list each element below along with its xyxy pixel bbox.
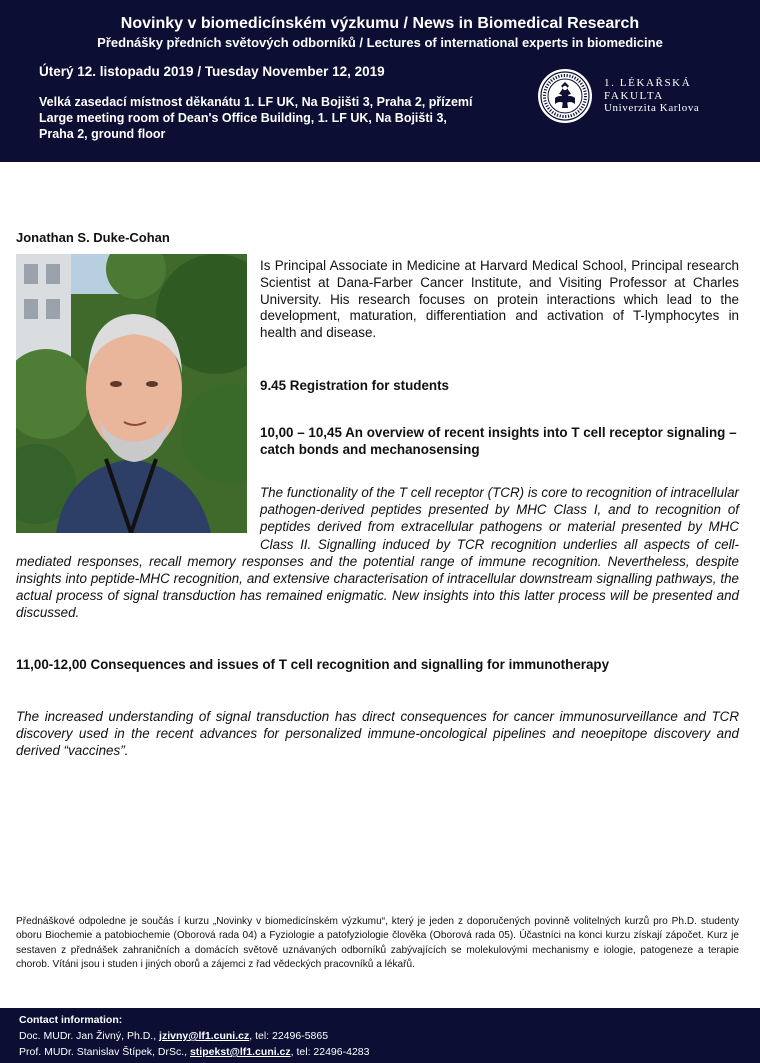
series-subtitle: Přednášky předních světových odborníků / Lectures of international experts in biomedicine [97, 35, 663, 50]
lecture1-abstract [16, 484, 739, 622]
contact-heading: Contact information: [19, 1014, 123, 1026]
lecture1-title: 10,00 – 10,45 An overview of recent insights into T cell receptor signaling – catch bonds and mechanosensing [260, 425, 737, 457]
logo-line: FAKULTA [604, 89, 664, 102]
speaker-name: Jonathan S. Duke-Cohan [16, 230, 170, 245]
contact-line-2 [19, 1046, 369, 1058]
contact-tel-1: , tel: 22496-5865 [249, 1030, 329, 1042]
series-title: Novinky v biomedicínském výzkumu / News in Biomedical Research [120, 15, 640, 32]
faculty-seal-icon [537, 68, 593, 124]
logo-line: 1. LÉKAŘSKÁ [604, 77, 692, 89]
contact-person-2: Prof. MUDr. Stanislav Štípek, DrSc., [19, 1046, 190, 1058]
header-banner [0, 0, 760, 162]
event-venue [39, 94, 519, 142]
email-link-2[interactable]: stipekst@lf1.cuni.cz [189, 1046, 291, 1058]
contact-line-1 [19, 1030, 328, 1042]
contact-footer [0, 1008, 760, 1063]
venue-line: Large meeting room of Dean's Office Building, 1. LF UK, Na Bojišti 3, [39, 111, 447, 125]
course-note: Přednáškové odpoledne je součás í kurzu „Novinky v biomedicínském výzkumu“, který je jeden z doporučených povinně volitelných kurzů pro Ph.D. studenty oboru Biochemie a patobiochemie (Oborová rada 04) a Fyziologie a patofyziologie člověka (Oborová rada 05). Účastníci na konci kurzu získají zápočet. Kurz je sestaven z přednášek zahraničních a domácích světově uznávaných odborníků zabývajících se molekulovými mechanismy e iologie, patogeneze a terapie chorob. Vítáni jsou i studen i jiných oborů a zájemci z řad vědeckých pracovníků a lékařů. [16, 916, 739, 970]
venue-line: Velká zasedací místnost děkanátu 1. LF UK, Na Bojišti 3, Praha 2, přízemí [39, 95, 473, 109]
email-link-1[interactable]: jzivny@lf1.cuni.cz [159, 1030, 250, 1042]
venue-line: Praha 2, ground floor [39, 127, 166, 141]
contact-person-1: Doc. MUDr. Jan Živný, Ph.D., [19, 1030, 160, 1042]
event-date: Úterý 12. listopadu 2019 / Tuesday November 12, 2019 [39, 64, 385, 79]
contact-tel-2: , tel: 22496-4283 [290, 1046, 370, 1058]
registration-time: 9.45 Registration for students [260, 378, 449, 393]
logo-line: Univerzita Karlova [604, 102, 700, 114]
faculty-logo-text [604, 77, 699, 115]
lecture2-title: 11,00-12,00 Consequences and issues of T cell recognition and signalling for immunotherapy [16, 657, 610, 672]
lecture1-abstract-text: The functionality of the T cell receptor (TCR) is core to recognition of intracellular pathogen-derived peptides presented by MHC Class I, and to recognition of peptides derived from extracellular pathogens or material presented by MHC Class II. Signalling induced by TCR recognition underlies all aspects of cell-mediated responses, recall memory responses and the potential range of immune recognition. Nevertheless, despite insights into peptide-MHC recognition, and extensive characterisation of intracellular downstream signalling pathways, the actual process of signal transduction has remained enigmatic. New insights into this latter process will be presented and discussed. [16, 485, 739, 621]
lecture2-abstract: The increased understanding of signal transduction has direct consequences for cancer immunosurveillance and TCR discovery used in the recent advances for personalized immune-oncological pipelines and neoepitope discovery and derived “vaccines”. [16, 709, 739, 759]
speaker-bio: Is Principal Associate in Medicine at Harvard Medical School, Principal research Scientist at Dana-Farber Cancer Institute, and Visiting Professor at Charles University. His research focuses on protein interactions which lead to the development, maturation, differentiation and activation of T-lymphocytes in health and disease. [260, 258, 739, 341]
